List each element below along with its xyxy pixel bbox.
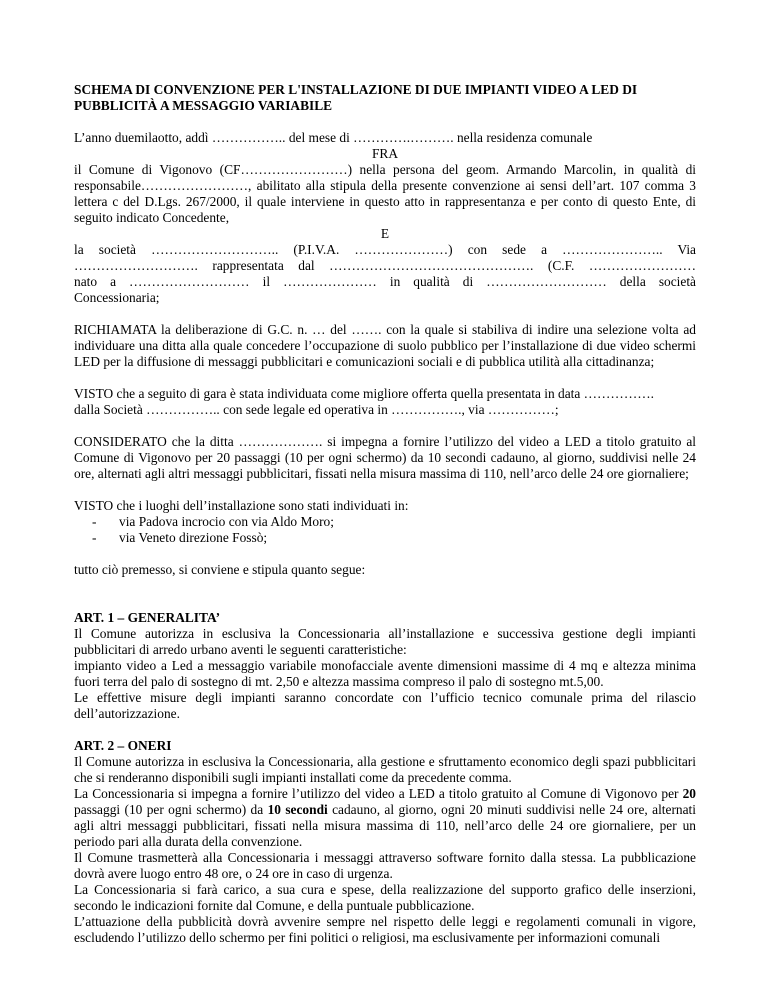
place-text: via Veneto direzione Fossò;	[119, 530, 268, 545]
art2-p2-text-c: passaggi (10 per ogni schermo) da	[74, 802, 268, 817]
considerato-paragraph: CONSIDERATO che la ditta ………………. si impegna a fornire l’utilizzo del video a LED a titolo gratuito al Comune di Vigonovo per 20 passaggi (10 per ogni schermo) da 10 secondi cadauno, al giorno, suddivisi nelle 24 ore, alternati agli altri messaggi pubblicitari, fissati nella misura massima di 110, nell’arco delle 24 ore giornaliere;	[74, 434, 696, 481]
richiamata-paragraph: RICHIAMATA la deliberazione di G.C. n. … del ……. con la quale si stabiliva di indire una selezione volta ad individuare una ditta alla quale concedere l’occupazione di suolo pubblico per l’installazione di due video schermi LED per la diffusione di messaggi pubblicitari e comunicazioni sociali e di pubblica utilità alla cittadinanza;	[74, 322, 696, 369]
document-page	[74, 82, 696, 946]
art2-paragraph-3: Il Comune trasmetterà alla Concessionaria i messaggi attraverso software fornito dalla stessa. La pubblicazione dovrà avere luogo entro 48 ore, o 24 ore in caso di urgenza.	[74, 850, 696, 881]
document-title: SCHEMA DI CONVENZIONE PER L'INSTALLAZIONE DI DUE IMPIANTI VIDEO A LED DI PUBBLICITÀ A MESSAGGIO VARIABILE	[74, 82, 638, 113]
art2-p2-bold-duration: 10 secondi	[267, 802, 328, 817]
dash-bullet: -	[92, 530, 97, 545]
places-list	[74, 514, 696, 546]
art2-paragraph-4: La Concessionaria si farà carico, a sua cura e spese, della realizzazione del supporto grafico delle inserzioni, secondo le indicazioni fornite dal Comune, e della puntuale pubblicazione.	[74, 882, 696, 913]
art1-paragraph-3: Le effettive misure degli impianti saranno concordate con l’ufficio tecnico comunale prima del rilascio dell’autorizzazione.	[74, 690, 696, 721]
art2-p2-text-a: La Concessionaria si impegna a fornire l’utilizzo del video a LED a titolo gratuito al Comune di Vigonovo per	[74, 786, 683, 801]
intro-line: L’anno duemilaotto, addì …………….. del mese di ………….………. nella residenza comunale	[74, 130, 593, 145]
list-item	[74, 530, 696, 546]
art1-title: ART. 1 – GENERALITA’	[74, 610, 221, 625]
list-item	[74, 514, 696, 530]
premesso-paragraph: tutto ciò premesso, si conviene e stipula quanto segue:	[74, 562, 366, 577]
visto-luoghi-paragraph: VISTO che i luoghi dell’installazione sono stati individuati in:	[74, 498, 409, 513]
comune-party-paragraph: il Comune di Vigonovo (CF……………………) nella persona del geom. Armando Marcolin, in qualità di responsabile……………………, abilitato alla stipula della presente convenzione ai sensi dell’art. 107 comma 3 lettera c del D.Lgs. 267/2000, il quale interviene in questo atto in rappresentanza e per conto di questo Ente, di seguito indicato Concedente,	[74, 162, 696, 225]
e-label: E	[380, 226, 390, 241]
art2-paragraph-5: L’attuazione della pubblicità dovrà avvenire sempre nel rispetto delle leggi e regolamenti comunali in vigore, escludendo l’utilizzo dello schermo per fini politici o religiosi, ma esclusivamente per informazioni comunali	[74, 914, 696, 945]
art2-paragraph-1: Il Comune autorizza in esclusiva la Concessionaria, alla gestione e sfruttamento economico degli spazi pubblicitari che si renderanno disponibili sugli impianti installati come da precedente comma.	[74, 754, 696, 785]
place-text: via Padova incrocio con via Aldo Moro;	[119, 514, 334, 529]
art2-p2-text-e: cadauno, al giorno, ogni 20 minuti suddivisi nelle 24 ore, alternati agli altri messaggi pubblicitari, fissati nella misura massima di 110, nell’arco delle 24 ore giornaliere, per un periodo pari alla durata della convenzione.	[74, 802, 696, 849]
company-line-2: ………………………. rappresentata dal ………………………………………. (C.F. ……………………	[74, 258, 696, 273]
art1-paragraph-1: Il Comune autorizza in esclusiva la Concessionaria all’installazione e successiva gestione degli impianti pubblicitari di arredo urbano aventi le seguenti caratteristiche:	[74, 626, 696, 657]
art1-paragraph-2: impianto video a Led a messaggio variabile monofacciale avente dimensioni massime di 4 mq e altezza minima fuori terra del palo di sostegno di mt. 2,50 e altezza massima compreso il palo di sostegno mt.5,00.	[74, 658, 696, 689]
visto-gara-line-2: dalla Società …………….. con sede legale ed operativa in ……………., via ……………;	[74, 402, 559, 417]
company-line-1: la società ……………………….. (P.I.V.A. …………………) con sede a ………………….. Via	[74, 242, 696, 257]
art2-title: ART. 2 – ONERI	[74, 738, 172, 753]
company-line-3: nato a ……………………… il ………………… in qualità di ……………………… della società	[74, 274, 696, 289]
fra-label: FRA	[371, 146, 399, 161]
art2-paragraph-2	[74, 786, 696, 850]
visto-gara-line-1: VISTO che a seguito di gara è stata individuata come migliore offerta quella presentata in data …………….	[74, 386, 654, 401]
art2-p2-bold-count: 20	[682, 786, 696, 801]
company-line-4: Concessionaria;	[74, 290, 160, 305]
visto-gara-paragraph	[74, 386, 696, 418]
dash-bullet: -	[92, 514, 97, 529]
